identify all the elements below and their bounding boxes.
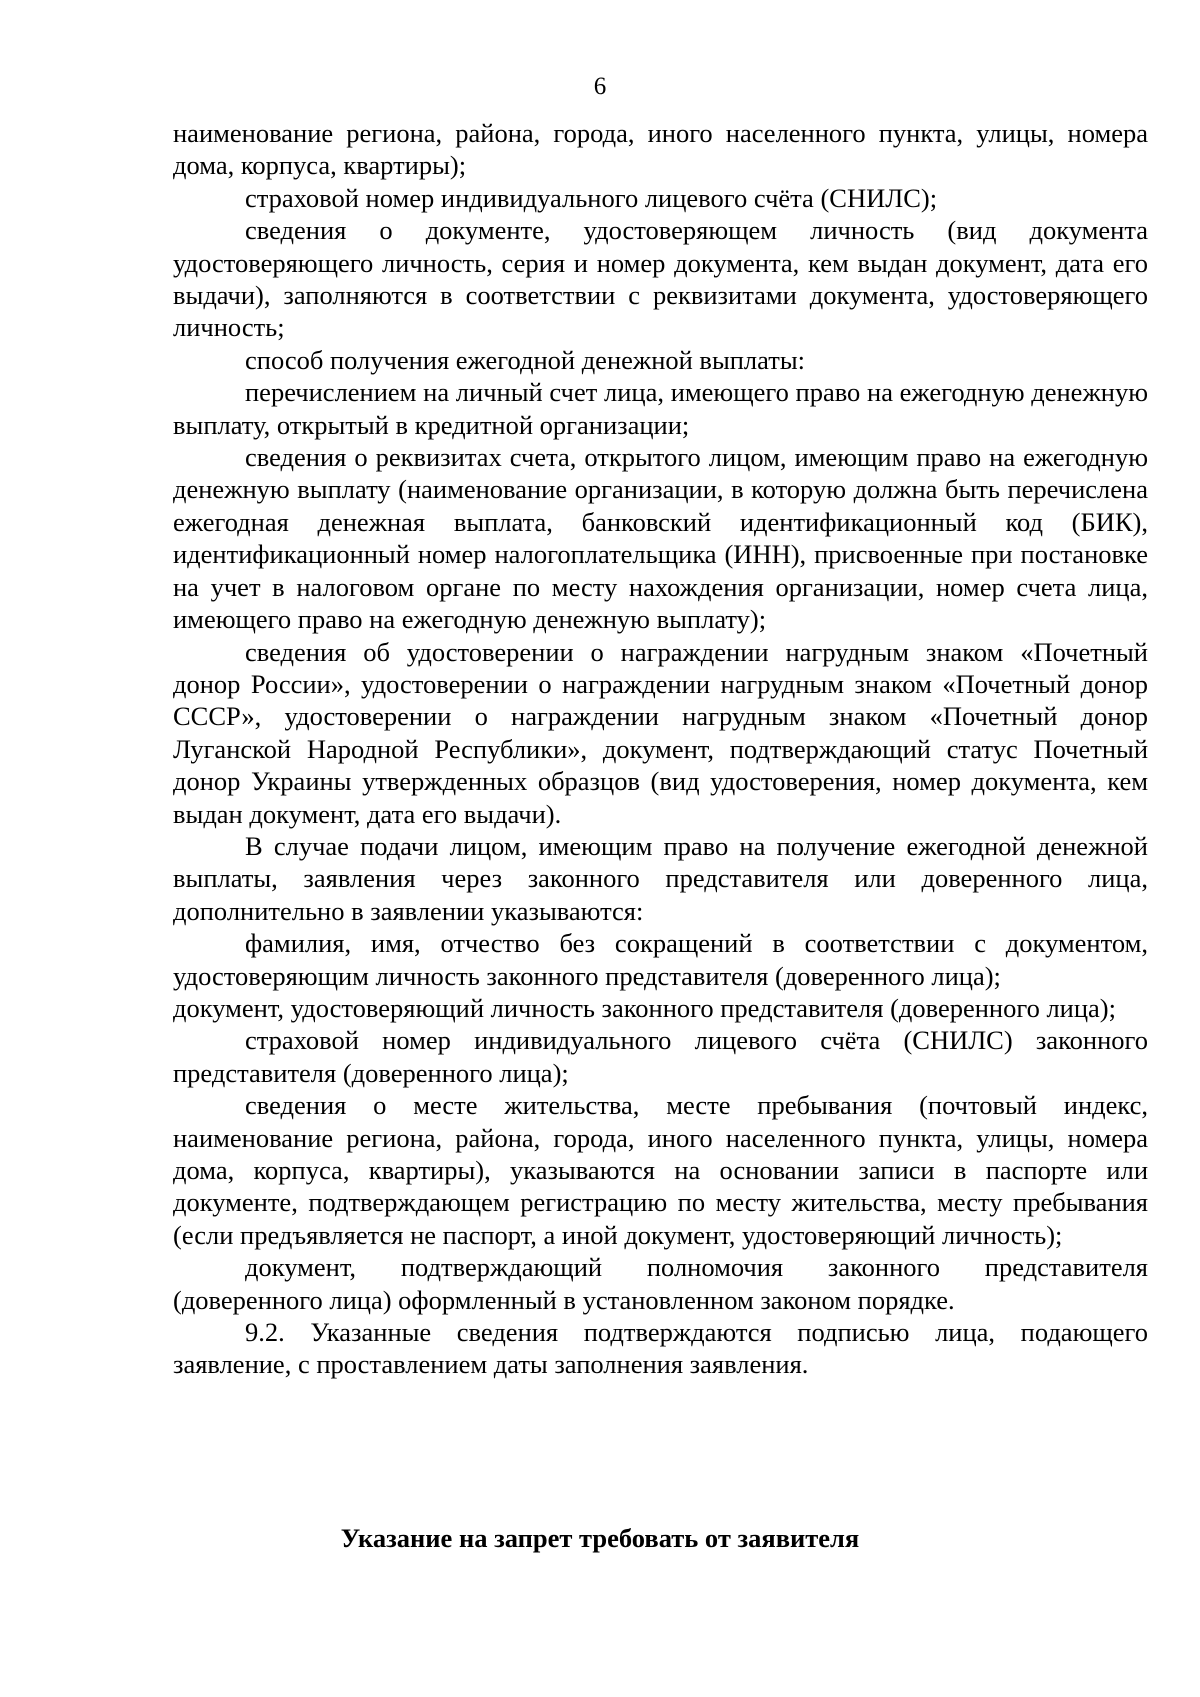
paragraph: страховой номер индивидуального лицевого счёта (СНИЛС) законного представителя (доверенного лица); — [173, 1025, 1148, 1088]
paragraph: В случае подачи лицом, имеющим право на получение ежегодной денежной выплаты, заявления через законного представителя или доверенного лица, дополнительно в заявлении указываются: — [173, 830, 1148, 926]
paragraph: 9.2. Указанные сведения подтверждаются подписью лица, подающего заявление, с проставлением даты заполнения заявления. — [173, 1317, 1148, 1380]
paragraph: наименование региона, района, города, иного населенного пункта, улицы, номера дома, корпуса, квартиры); — [173, 118, 1148, 181]
paragraph: способ получения ежегодной денежной выплаты: — [245, 344, 805, 375]
paragraph: перечислением на личный счет лица, имеющего право на ежегодную денежную выплату, открытый в кредитной организации; — [173, 377, 1148, 440]
paragraph: сведения об удостоверении о награждении нагрудным знаком «Почетный донор России», удостоверении о награждении нагрудным знаком «Почетный донор СССР», удостоверении о награждении нагрудным знаком «Почетный донор Луганской Народной Республики», документ, подтверждающий статус Почетный донор Украины утвержденных образцов (вид удостоверения, номер документа, кем выдан документ, дата его выдачи). — [173, 636, 1148, 829]
paragraph: сведения о месте жительства, месте пребывания (почтовый индекс, наименование региона, района, города, иного населенного пункта, улицы, номера дома, корпуса, квартиры), указываются на основании записи в паспорте или документе, подтверждающем регистрацию по месту жительства, месту пребывания (если предъявляется не паспорт, а иной документ, удостоверяющий личность); — [173, 1090, 1148, 1250]
document-body — [173, 117, 1148, 1381]
paragraph: документ, подтверждающий полномочия законного представителя (доверенного лица) оформленный в установленном законом порядке. — [173, 1252, 1148, 1315]
paragraph: сведения о документе, удостоверяющем личность (вид документа удостоверяющего личность, серия и номер документа, кем выдан документ, дата его выдачи), заполняются в соответствии с реквизитами документа, удостоверяющего личность; — [173, 215, 1148, 343]
paragraph: фамилия, имя, отчество без сокращений в соответствии с документом, удостоверяющим личность законного представителя (доверенного лица); — [173, 928, 1148, 991]
paragraph: документ, удостоверяющий личность законного представителя (доверенного лица); — [173, 992, 1116, 1023]
paragraph: страховой номер индивидуального лицевого счёта (СНИЛС); — [245, 182, 938, 213]
section-heading: Указание на запрет требовать от заявителя — [340, 1523, 860, 1553]
paragraph: сведения о реквизитах счета, открытого лицом, имеющим право на ежегодную денежную выплату (наименование организации, в которую должна быть перечислена ежегодная денежная выплата, банковский идентификационный код (БИК), идентификационный номер налогоплательщика (ИНН), присвоенные при постановке на учет в налоговом органе по месту нахождения организации, номер счета лица, имеющего право на ежегодную денежную выплату); — [173, 442, 1148, 635]
page-number: 6 — [593, 73, 607, 100]
